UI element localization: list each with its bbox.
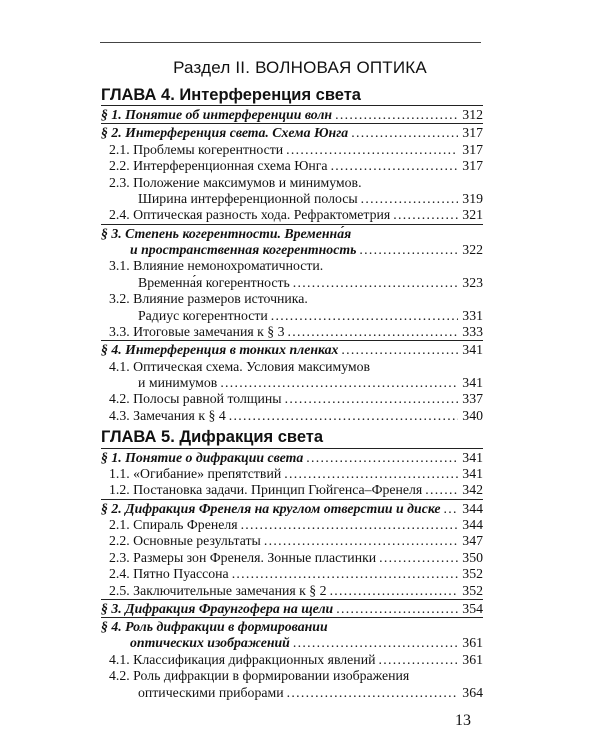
toc-entry-ch4-3-2[interactable]: Радиус когерентности ..... 331 [138, 307, 483, 324]
toc-entry-ch5-2-4[interactable]: 2.4. Пятно Пуассона ..... 352 [109, 565, 483, 582]
leader-dots [264, 532, 458, 549]
toc-entry-ch4-4-3[interactable]: 4.3. Замечания к § 4 ..... 340 [109, 407, 483, 424]
leader-dots [306, 449, 458, 466]
toc-entry-ch5-4-1[interactable]: 4.1. Классификация дифракционных явлений ..... 361 [109, 651, 483, 668]
toc-entry-ch5-s1[interactable]: § 1. Понятие о дифракции света ..... 341 [101, 449, 483, 466]
toc-entry-ch4-3-2-line1[interactable]: 3.2. Влияние размеров источника. [109, 291, 308, 307]
leader-dots [284, 465, 458, 482]
toc-entry-ch5-2-3[interactable]: 2.3. Размеры зон Френеля. Зонные пластинки ..... 350 [109, 549, 483, 566]
leader-dots [293, 274, 458, 291]
leader-dots [288, 323, 458, 340]
leader-dots [232, 565, 458, 582]
leader-dots [361, 190, 458, 207]
leader-dots [220, 374, 458, 391]
leader-dots [285, 390, 458, 407]
leader-dots [351, 124, 458, 141]
leader-dots [293, 634, 458, 651]
toc-entry-ch5-s4[interactable]: оптических изображений ..... 361 [130, 634, 483, 651]
toc-entry-ch4-2-3-line1[interactable]: 2.3. Положение максимумов и минимумов. [109, 174, 362, 190]
toc-entry-ch4-3-1-line1[interactable]: 3.1. Влияние немонохроматичности. [109, 258, 324, 274]
toc-entry-ch4-3-3[interactable]: 3.3. Итоговые замечания к § 3 ..... 333 [109, 323, 483, 340]
toc-entry-ch5-1-2[interactable]: 1.2. Постановка задачи. Принцип Гюйгенса–Френеля ..... 342 [109, 481, 483, 498]
leader-dots [271, 307, 458, 324]
leader-dots [341, 341, 458, 358]
chapter-4-heading: ГЛАВА 4. Интерференция света [101, 86, 361, 104]
toc-entry-ch4-s3[interactable]: и пространственная когерентность ..... 322 [130, 241, 483, 258]
toc-entry-ch5-4-2[interactable]: оптическими приборами ..... 364 [138, 684, 483, 701]
toc-entry-ch5-s3[interactable]: § 3. Дифракция Фраунгофера на щели ..... 354 [101, 600, 483, 617]
leader-dots [378, 651, 458, 668]
page-number: 13 [455, 712, 471, 729]
toc-entry-ch4-4-1-line1[interactable]: 4.1. Оптическая схема. Условия максимумов [109, 358, 371, 374]
toc-entry-ch5-s2[interactable]: § 2. Дифракция Френеля на круглом отверстии и диске ..... 344 [101, 500, 483, 517]
leader-dots [286, 141, 458, 158]
toc-entry-ch4-s4[interactable]: § 4. Интерференция в тонких пленках ..... 341 [101, 341, 483, 358]
leader-dots [379, 549, 458, 566]
leader-dots [229, 407, 458, 424]
leader-dots [336, 600, 458, 617]
toc-entry-ch5-2-5[interactable]: 2.5. Заключительные замечания к § 2 ..... 352 [109, 582, 483, 599]
toc-entry-ch4-s1[interactable]: § 1. Понятие об интерференции волн ..... 312 [101, 106, 483, 123]
leader-dots [287, 684, 458, 701]
toc-entry-ch5-4-2-line1[interactable]: 4.2. Роль дифракции в формировании изображения [109, 668, 410, 684]
toc-entry-ch5-2-1[interactable]: 2.1. Спираль Френеля ..... 344 [109, 516, 483, 533]
header-rule [100, 42, 481, 43]
toc-entry-ch5-s4-line1[interactable]: § 4. Роль дифракции в формировании [101, 619, 328, 634]
toc-entry-ch4-2-1[interactable]: 2.1. Проблемы когерентности ..... 317 [109, 141, 483, 158]
toc-entry-ch4-2-2[interactable]: 2.2. Интерференционная схема Юнга ..... 317 [109, 157, 483, 174]
toc-entry-ch5-2-2[interactable]: 2.2. Основные результаты ..... 347 [109, 532, 483, 549]
leader-dots [330, 582, 458, 599]
toc-entry-ch4-3-1[interactable]: Временна́я когерентность ..... 323 [138, 274, 483, 291]
toc-entry-ch4-s3-line1[interactable]: § 3. Степень когерентности. Временна́я [101, 225, 352, 241]
toc-entry-ch4-4-1[interactable]: и минимумов ..... 341 [138, 374, 483, 391]
leader-dots [425, 481, 458, 498]
toc-entry-ch4-2-3[interactable]: Ширина интерференционной полосы ..... 319 [138, 190, 483, 207]
leader-dots [335, 106, 458, 123]
leader-dots [359, 241, 458, 258]
leader-dots [444, 500, 458, 517]
leader-dots [393, 206, 458, 223]
leader-dots [331, 157, 458, 174]
toc-entry-ch4-s2[interactable]: § 2. Интерференция света. Схема Юнга ..... 317 [101, 124, 483, 141]
toc-entry-ch4-2-4[interactable]: 2.4. Оптическая разность хода. Рефрактометрия ..... 321 [109, 206, 483, 223]
leader-dots [241, 516, 458, 533]
toc-entry-ch4-4-2[interactable]: 4.2. Полосы равной толщины ..... 337 [109, 390, 483, 407]
chapter-5-heading: ГЛАВА 5. Дифракция света [101, 427, 324, 446]
section-title: Раздел II. ВОЛНОВАЯ ОПТИКА [173, 58, 427, 77]
toc-entry-ch5-1-1[interactable]: 1.1. «Огибание» препятствий ..... 341 [109, 465, 483, 482]
